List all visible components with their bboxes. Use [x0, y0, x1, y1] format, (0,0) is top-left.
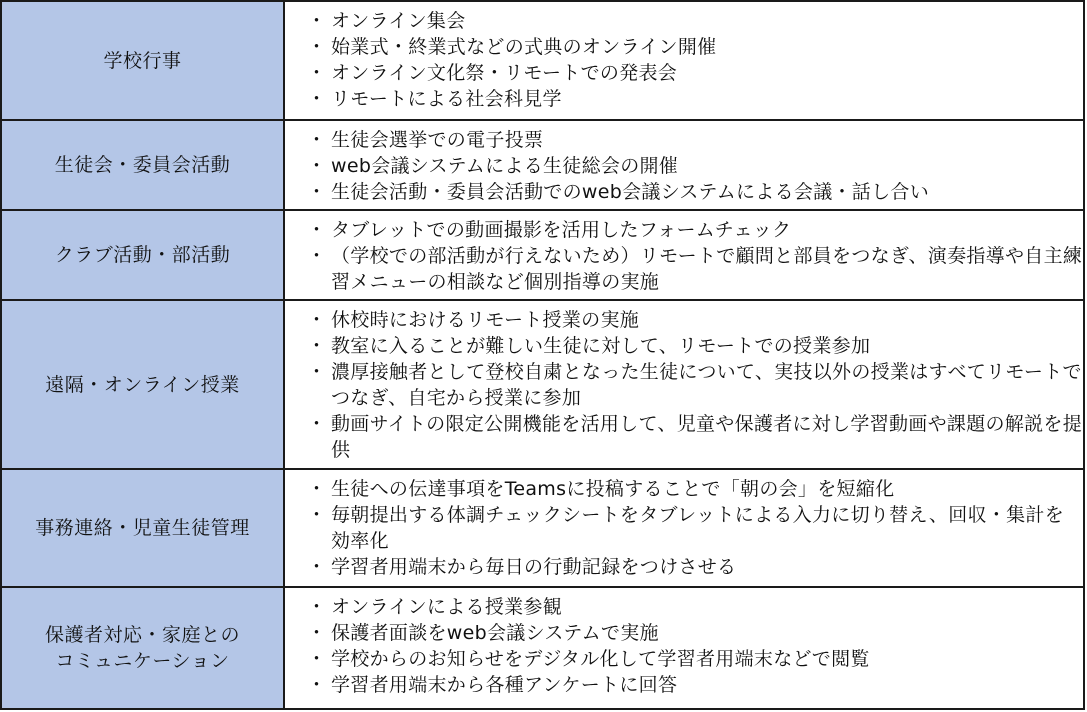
- items-cell: [284, 469, 1084, 587]
- list-item: ・ 学校からのお知らせをデジタル化して学習者用端末などで閲覧: [309, 646, 1083, 672]
- table-row: [1, 210, 1084, 300]
- item-list: [309, 217, 1083, 295]
- items-cell: [284, 1, 1084, 120]
- category-cell: 遠隔・オンライン授業: [1, 300, 284, 469]
- list-item: ・ 保護者面談をweb会議システムで実施: [309, 620, 1083, 646]
- list-item: ・ 濃厚接触者として登校自粛となった生徒について、実技以外の授業はすべてリモートでつなぎ、自宅から授業に参加: [309, 359, 1083, 411]
- category-cell: 学校行事: [1, 1, 284, 120]
- list-item: ・ 生徒会選挙での電子投票: [309, 127, 1083, 153]
- list-item: ・ タブレットでの動画撮影を活用したフォームチェック: [309, 217, 1083, 243]
- category-cell: 生徒会・委員会活動: [1, 120, 284, 210]
- list-item: ・ 動画サイトの限定公開機能を活用して、児童や保護者に対し学習動画や課題の解説を提供: [309, 411, 1083, 463]
- list-item: ・ オンライン集会: [309, 8, 1083, 34]
- list-item: ・ リモートによる社会科見学: [309, 86, 1083, 112]
- list-item: ・ 生徒会活動・委員会活動でのweb会議システムによる会議・話し合い: [309, 179, 1083, 205]
- items-cell: [284, 210, 1084, 300]
- table-row: [1, 300, 1084, 469]
- list-item: ・ 休校時におけるリモート授業の実施: [309, 307, 1083, 333]
- items-cell: [284, 120, 1084, 210]
- table-row: [1, 587, 1084, 709]
- list-item: ・ 学習者用端末から各種アンケートに回答: [309, 672, 1083, 698]
- items-cell: [284, 587, 1084, 709]
- category-line: コミュニケーション: [55, 650, 230, 672]
- list-item: ・ 学習者用端末から毎日の行動記録をつけさせる: [309, 554, 1083, 580]
- list-item: ・ （学校での部活動が行えないため）リモートで顧問と部員をつなぎ、演奏指導や自主練習メニューの相談など個別指導の実施: [309, 243, 1083, 295]
- table-row: [1, 469, 1084, 587]
- category-cell: クラブ活動・部活動: [1, 210, 284, 300]
- item-list: [309, 127, 1083, 205]
- category-line: 保護者対応・家庭との: [44, 624, 240, 646]
- item-list: [309, 8, 1083, 112]
- list-item: ・ web会議システムによる生徒総会の開催: [309, 153, 1083, 179]
- item-list: [309, 307, 1083, 463]
- item-list: [309, 476, 1083, 580]
- category-cell: [1, 587, 284, 709]
- list-item: ・ 始業式・終業式などの式典のオンライン開催: [309, 34, 1083, 60]
- items-cell: [284, 300, 1084, 469]
- list-item: ・ オンライン文化祭・リモートでの発表会: [309, 60, 1083, 86]
- list-item: ・ 生徒への伝達事項をTeamsに投稿することで「朝の会」を短縮化: [309, 476, 1083, 502]
- list-item: ・ 毎朝提出する体調チェックシートをタブレットによる入力に切り替え、回収・集計を効率化: [309, 502, 1083, 554]
- list-item: ・ オンラインによる授業参観: [309, 594, 1083, 620]
- table-row: [1, 1, 1084, 120]
- list-item: ・ 教室に入ることが難しい生徒に対して、リモートでの授業参加: [309, 333, 1083, 359]
- category-cell: 事務連絡・児童生徒管理: [1, 469, 284, 587]
- item-list: [309, 594, 1083, 698]
- table-row: [1, 120, 1084, 210]
